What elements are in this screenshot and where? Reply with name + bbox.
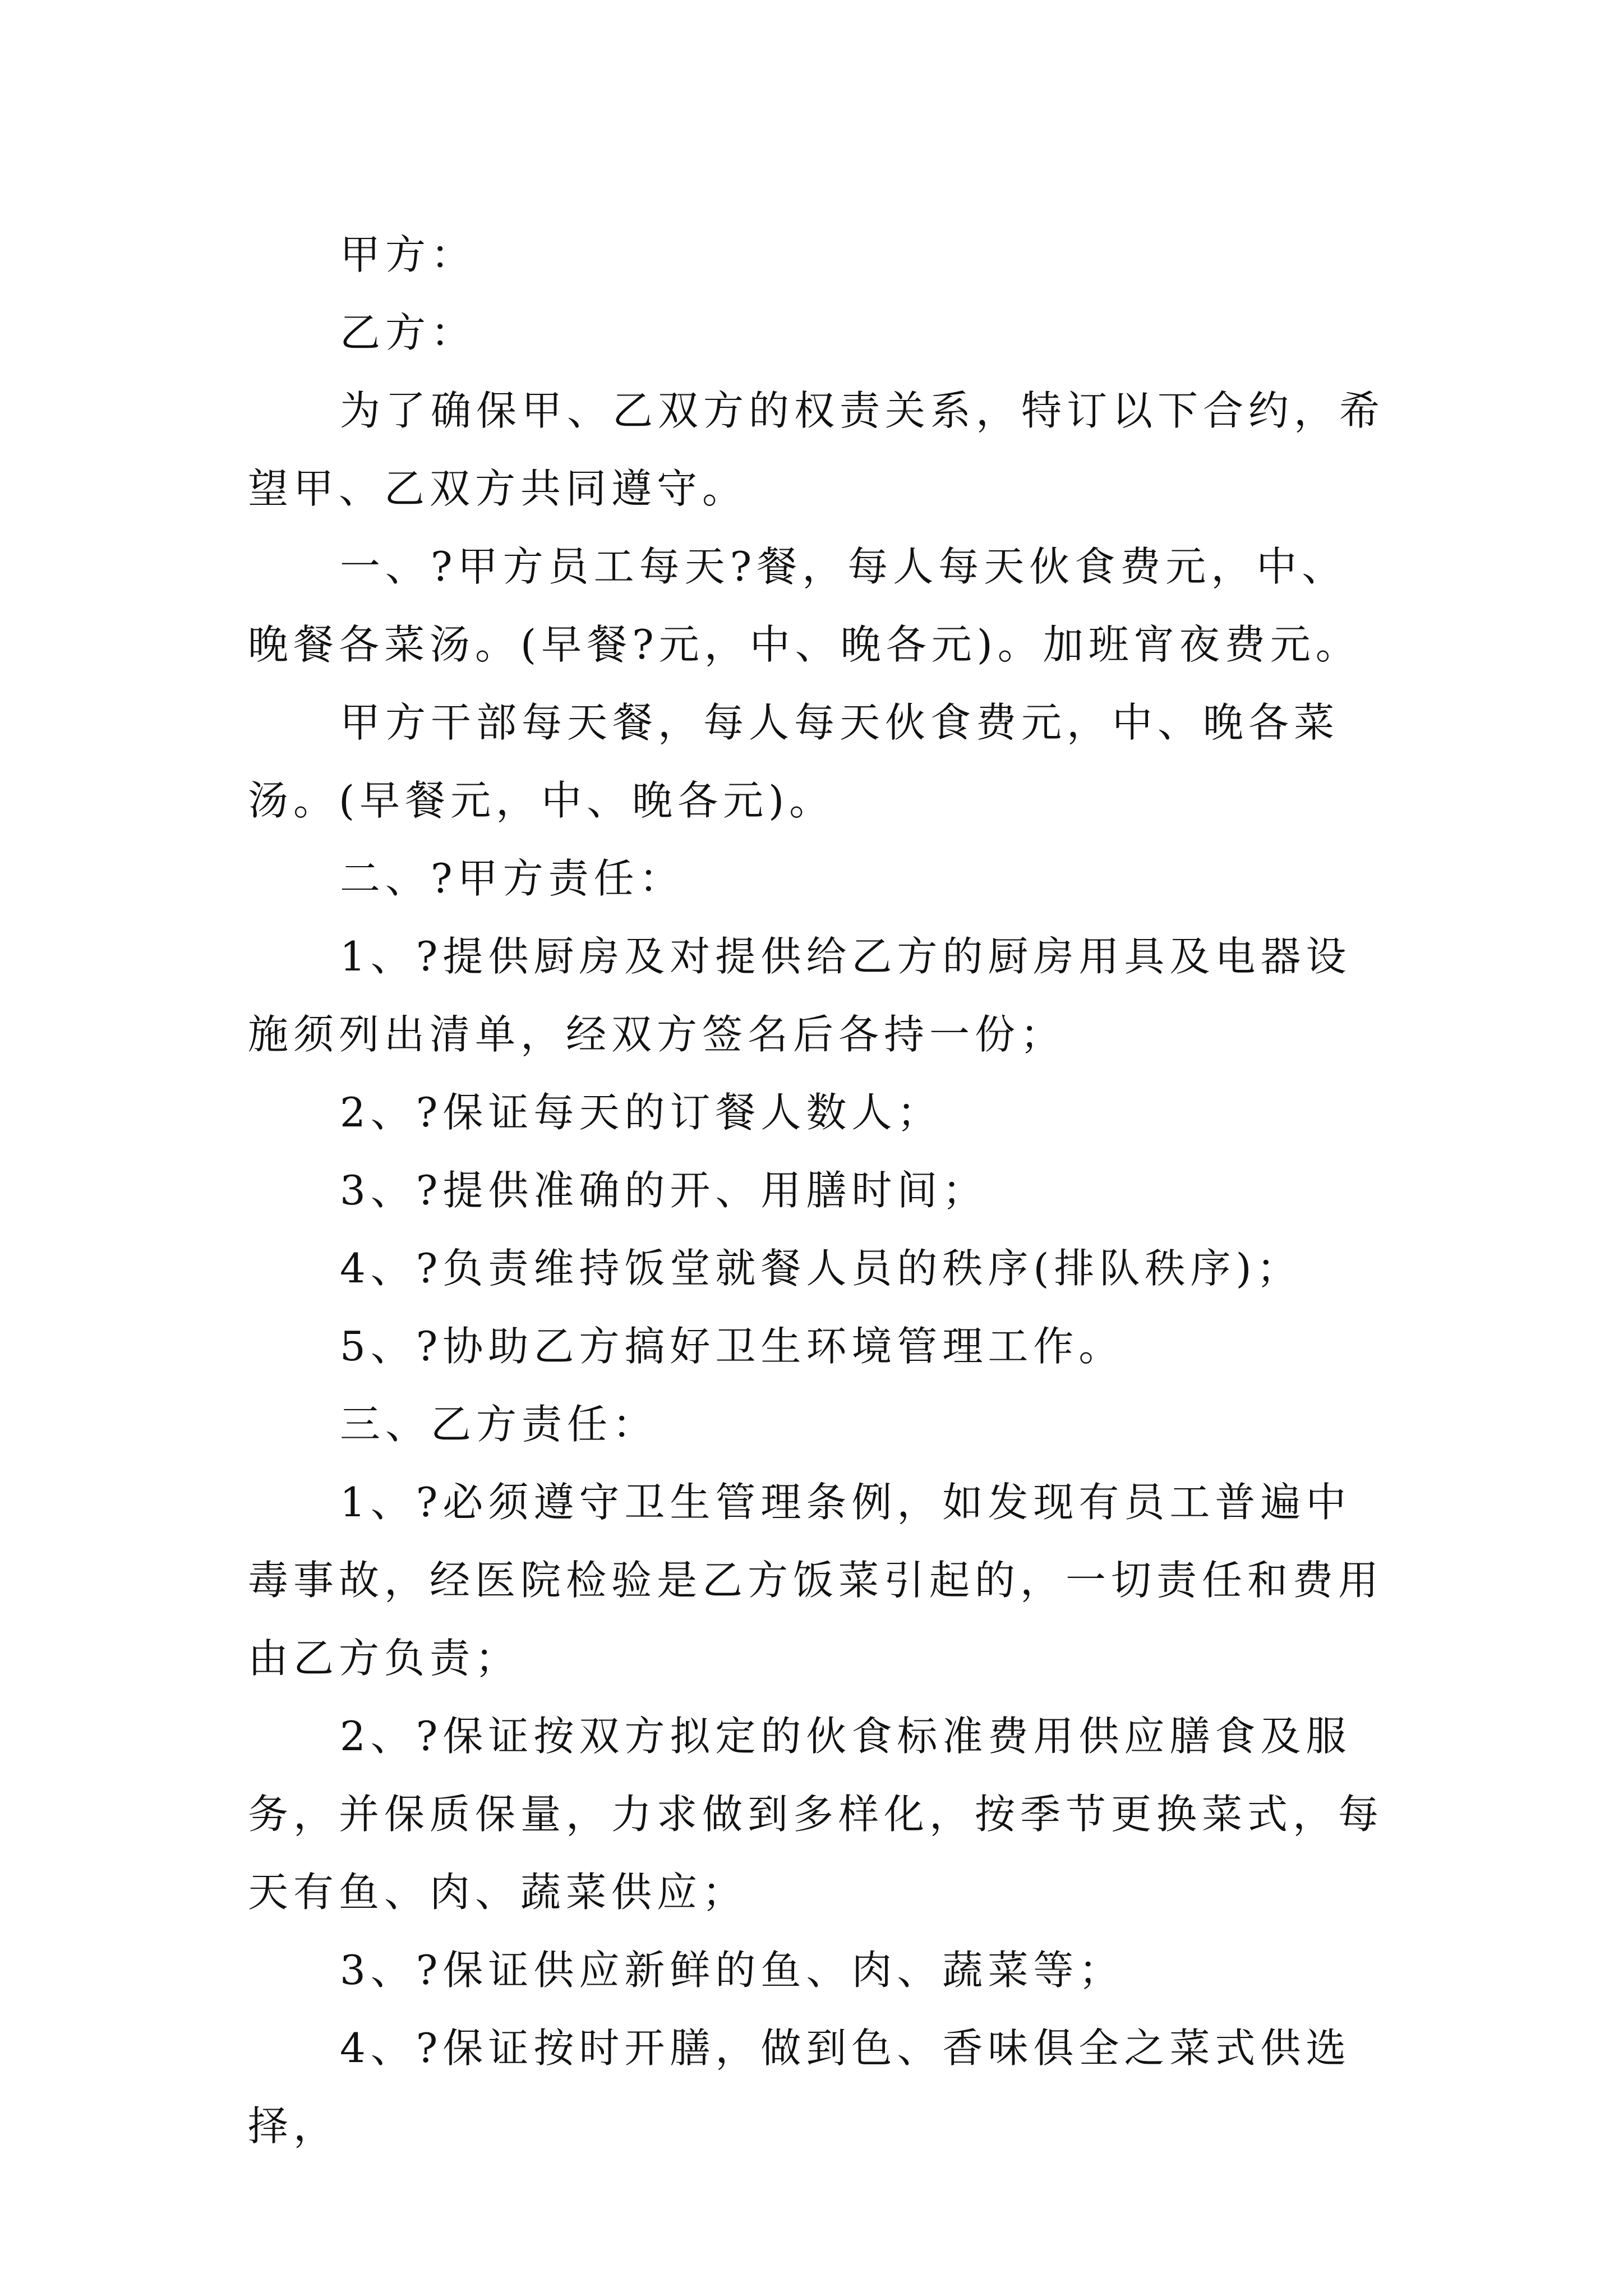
clause-2-item-3: 3、?提供准确的开、用膳时间； — [340, 1167, 988, 1214]
party-a-line: 甲方： — [340, 231, 477, 278]
clause-3-heading: 三、乙方责任： — [340, 1401, 658, 1448]
clause-3-item-2: 2、?保证按双方拟定的伙食标准费用供应膳食及服务，并保质保量，力求做到多样化，按季节更换菜式，每天有鱼、肉、蔬菜供应； — [248, 1713, 1384, 1916]
party-b-line: 乙方： — [340, 309, 477, 356]
clause-3-item-3: 3、?保证供应新鲜的鱼、肉、蔬菜等； — [340, 1947, 1124, 1994]
clause-1-paragraph: 一、?甲方员工每天?餐，每人每天伙食费元，中、晚餐各菜汤。(早餐?元，中、晚各元)。加班宵夜费元。 — [248, 543, 1361, 668]
clause-1-cadre-paragraph: 甲方干部每天餐，每人每天伙食费元，中、晚各菜汤。(早餐元，中、晚各元)。 — [248, 699, 1340, 824]
clause-3-item-1: 1、?必须遵守卫生管理条例，如发现有员工普遍中毒事故，经医院检验是乙方饭菜引起的，一切责任和费用由乙方负责； — [248, 1479, 1384, 1682]
clause-2-heading: 二、?甲方责任： — [340, 855, 685, 902]
clause-2-item-2: 2、?保证每天的订餐人数人； — [340, 1089, 943, 1136]
clause-2-item-1: 1、?提供厨房及对提供给乙方的厨房用具及电器设施须列出清单，经双方签名后各持一份； — [248, 933, 1352, 1058]
preamble-paragraph: 为了确保甲、乙双方的权责关系，特订以下合约，希望甲、乙双方共同遵守。 — [248, 387, 1385, 512]
clause-2-item-4: 4、?负责维持饭堂就餐人员的秩序(排队秩序)； — [340, 1245, 1302, 1292]
clause-2-item-5: 5、?协助乙方搞好卫生环境管理工作。 — [340, 1323, 1124, 1370]
clause-3-item-4: 4、?保证按时开膳，做到色、香味俱全之菜式供选择， — [248, 2024, 1352, 2150]
contract-page — [248, 216, 1392, 2165]
